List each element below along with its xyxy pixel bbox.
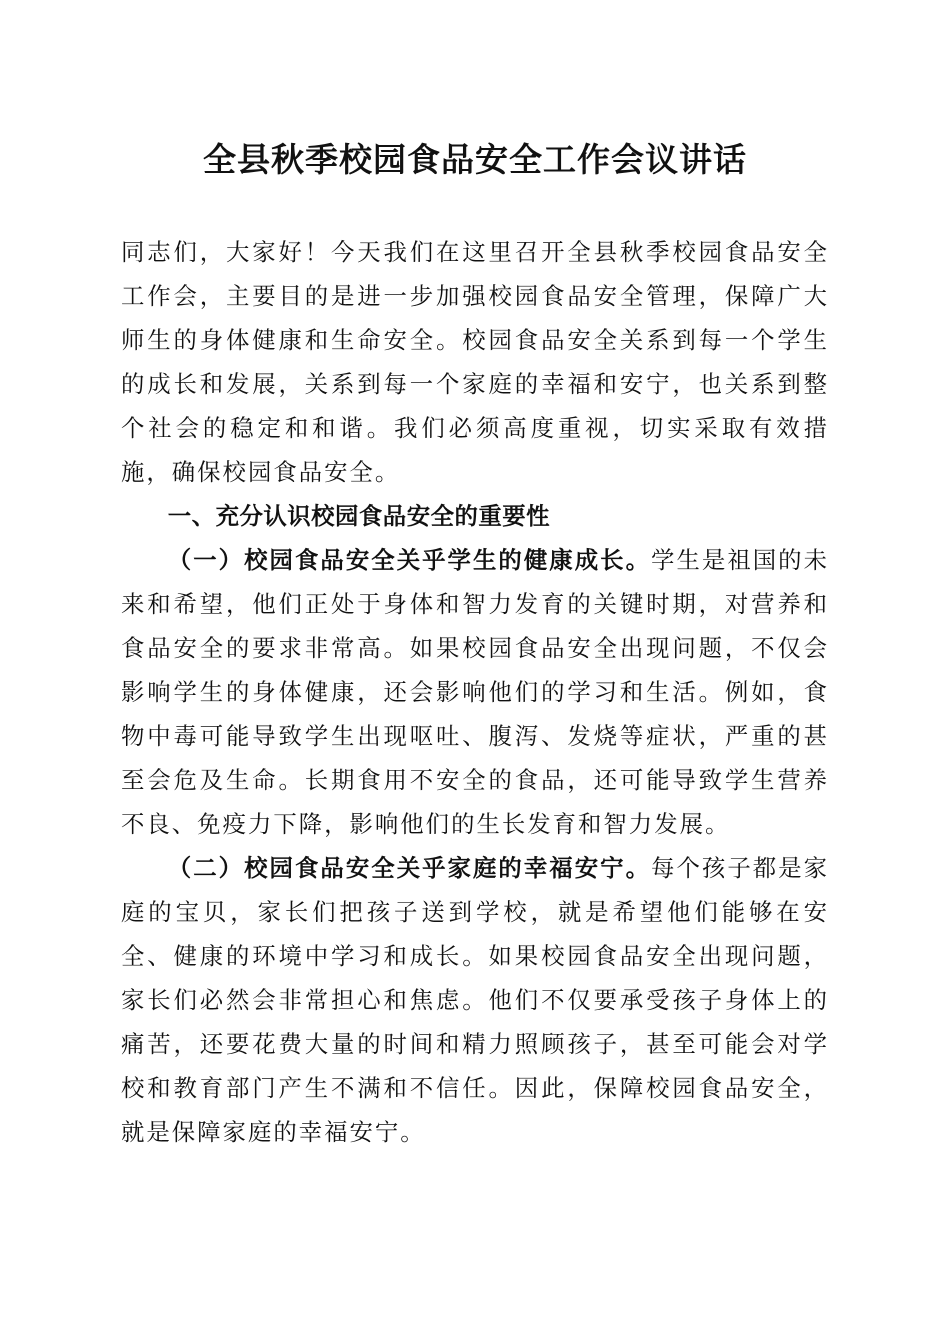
item-2-lead: （二）校园食品安全关乎家庭的幸福安宁。 — [167, 854, 652, 882]
item-2-text: 每个孩子都是家庭的宝贝，家长们把孩子送到学校，就是希望他们能够在安全、健康的环境中学习和成长。如果校园食品安全出现问题，家长们必然会非常担心和焦虑。他们不仅要承受孩子身体上的痛苦，还要花费大量的时间和精力照顾孩子，甚至可能会对学校和教育部门产生不满和不信任。因此，保障校园食品安全，就是保障家庭的幸福安宁。 — [121, 854, 830, 1146]
document-body — [121, 230, 829, 1154]
paragraph-item-1 — [121, 538, 829, 846]
paragraph-item-2 — [121, 846, 829, 1154]
section-heading-1: 一、充分认识校园食品安全的重要性 — [167, 502, 551, 530]
intro-paragraph: 同志们，大家好！今天我们在这里召开全县秋季校园食品安全工作会，主要目的是进一步加强校园食品安全管理，保障广大师生的身体健康和生命安全。校园食品安全关系到每一个学生的成长和发展，关系到每一个家庭的幸福和安宁，也关系到整个社会的稳定和和谐。我们必须高度重视，切实采取有效措施，确保校园食品安全。 — [121, 238, 829, 486]
document-title: 全县秋季校园食品安全工作会议讲话 — [203, 140, 747, 179]
item-1-text: 学生是祖国的未来和希望，他们正处于身体和智力发育的关键时期，对营养和食品安全的要求非常高。如果校园食品安全出现问题，不仅会影响学生的身体健康，还会影响他们的学习和生活。例如，食物中毒可能导致学生出现呕吐、腹泻、发烧等症状，严重的甚至会危及生命。长期食用不安全的食品，还可能导致学生营养不良、免疫力下降，影响他们的生长发育和智力发展。 — [121, 546, 830, 838]
item-1-lead: （一）校园食品安全关乎学生的健康成长。 — [167, 546, 652, 574]
